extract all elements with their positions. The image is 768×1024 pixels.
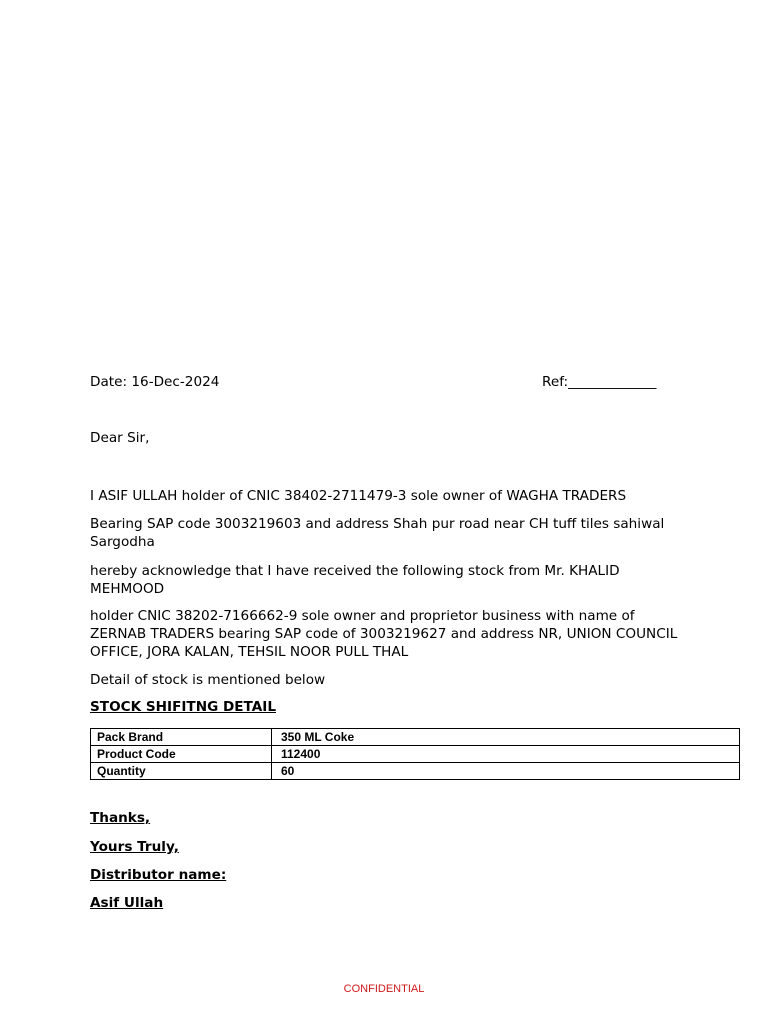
- body-paragraph-supplier: holder CNIC 38202-7166662-9 sole owner and proprietor business with name of ZERNAB TRADERS bearing SAP code of 3003219627 and address NR, UNION COUNCIL OFFICE, JORA KALAN, TEHSIL NOOR PULL THAL: [90, 608, 678, 660]
- body-paragraph-detail-intro: Detail of stock is mentioned below: [90, 672, 326, 688]
- body-paragraph-owner: I ASIF ULLAH holder of CNIC 38402-2711479-3 sole owner of WAGHA TRADERS: [90, 488, 627, 504]
- reference-field: Ref:_____________: [542, 374, 657, 390]
- body-paragraph-acknowledgement: hereby acknowledge that I have received the following stock from Mr. KHALID MEHMOOD: [90, 563, 620, 597]
- distributor-name-label: Distributor name:: [90, 867, 227, 883]
- section-title: STOCK SHIFITNG DETAIL: [90, 699, 276, 715]
- table-cell-value: 60: [272, 763, 740, 780]
- body-paragraph-address: Bearing SAP code 3003219603 and address Shah pur road near CH tuff tiles sahiwal Sargodha: [90, 516, 665, 550]
- table-row: [91, 746, 740, 763]
- table-cell-label: Quantity: [91, 763, 272, 780]
- signatory-name: Asif Ullah: [90, 895, 164, 911]
- table-cell-value: 112400: [272, 746, 740, 763]
- letter-date: Date: 16-Dec-2024: [90, 374, 220, 390]
- confidential-footer: CONFIDENTIAL: [343, 983, 425, 995]
- table-cell-label: Product Code: [91, 746, 272, 763]
- table-row: [91, 763, 740, 780]
- table-row: [91, 729, 740, 746]
- closing-thanks: Thanks,: [90, 810, 151, 826]
- closing-yours-truly: Yours Truly,: [90, 839, 179, 855]
- table-cell-value: 350 ML Coke: [272, 729, 740, 746]
- salutation: Dear Sir,: [90, 430, 150, 446]
- stock-detail-table: [90, 728, 740, 780]
- table-cell-label: Pack Brand: [91, 729, 272, 746]
